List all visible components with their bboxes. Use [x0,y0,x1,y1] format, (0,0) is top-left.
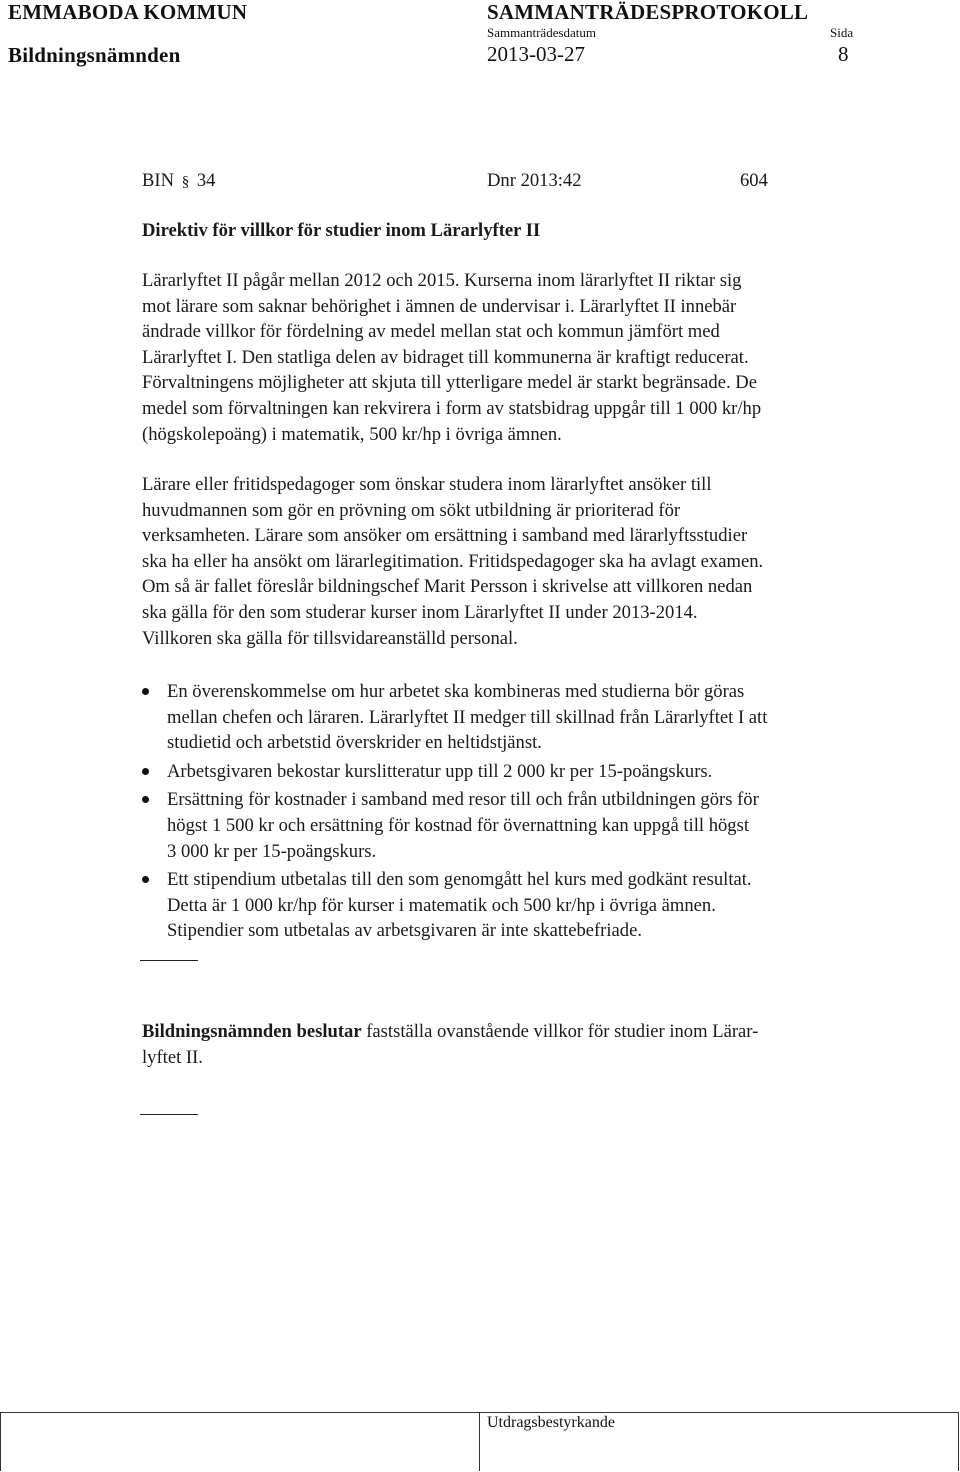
paragraph-line: huvudmannen som gör en prövning om sökt utbildning är prioriterad för [142,499,681,521]
paragraph-line: medel som förvaltningen kan rekvirera i form av statsbidrag uppgår till 1 000 kr/hp [142,397,762,419]
list-item-line: Arbetsgivaren bekostar kurslitteratur upp till 2 000 kr per 15-poängskurs. [167,760,713,782]
certification-label: Utdragsbestyrkande [487,1414,615,1431]
date-label: Sammanträdesdatum [487,25,597,40]
paragraph-line: ska gälla för den som studerar kurser inom Lärarlyftet II under 2013-2014. [142,601,698,623]
paragraph-2 [142,472,872,651]
paragraph-1 [142,268,872,447]
list-item-line: Ett stipendium utbetalas till den som genomgått hel kurs med godkänt resultat. [167,869,752,891]
paragraph-line: ändrade villkor för fördelning av medel mellan stat och kommun jämfört med [142,321,720,343]
paragraph-line: Förvaltningens möjligheter att skjuta till ytterligare medel är starkt begränsade. De [142,372,757,394]
bullet-icon [142,876,149,883]
dnr: Dnr 2013:42 [487,170,582,191]
paragraph-line: verksamheten. Lärare som ansöker om ersättning i samband med lärarlyftsstudier [142,525,748,547]
list-item [142,867,872,944]
list-item-line: Detta är 1 000 kr/hp för kurser i matematik och 500 kr/hp i övriga ämnen. [167,894,716,916]
decision-line [142,1019,872,1045]
list-item-line: Ersättning för kostnader i samband med resor till och från utbildningen görs för [167,789,759,811]
section-mark: § [181,174,190,190]
case-id: BIN [142,170,175,191]
list-item-line: Stipendier som utbetalas av arbetsgivaren är inte skattebefriade. [167,920,642,942]
committee-name: Bildningsnämnden [8,43,181,67]
document-type: SAMMANTRÄDESPROTOKOLL [487,0,809,24]
bullet-icon [142,688,149,695]
paragraph-line: (högskolepoäng) i matematik, 500 kr/hp i övriga ämnen. [142,423,562,445]
decision-line-2: lyftet II. [142,1046,203,1068]
page-number: 8 [838,42,849,66]
list-item-line: En överenskommelse om hur arbetet ska kombineras med studierna bör göras [167,681,745,702]
decision-text: fastställa ovanstående villkor för studier inom Lärar- [361,1021,759,1042]
document-title: Direktiv för villkor för studier inom Lärarlyfter II [142,220,541,241]
paragraph-line: ska ha eller ha ansökt om lärarlegitimation. Fritidspedagoger ska ha avlagt examen. [142,550,764,572]
bullet-icon [142,796,149,803]
paragraph-line: Lärarlyftet I. Den statliga delen av bidraget till kommunerna är kraftigt reducerat. [142,346,749,368]
page-label: Sida [830,25,854,40]
decision-paragraph [142,1019,872,1070]
meeting-date: 2013-03-27 [487,42,585,66]
list-item-line: högst 1 500 kr och ersättning för kostnad för övernattning kan uppgå till högst [167,814,749,836]
paragraph-line: Om så är fallet föreslår bildningschef Marit Persson i skrivelse att villkoren nedan [142,576,753,598]
paragraph-line: Lärare eller fritidspedagoger som önskar studera inom lärarlyftet ansöker till [142,474,712,495]
case-code: 604 [740,170,768,191]
separator-rule [140,960,198,961]
paragraph-line: Lärarlyftet II pågår mellan 2012 och 2015. Kurserna inom lärarlyftet II riktar sig [142,270,742,291]
paragraph-line: Villkoren ska gälla för tillsvidareanställd personal. [142,627,518,649]
paragraph-line: mot lärare som saknar behörighet i ämnen de undervisar i. Lärarlyftet II innebär [142,295,737,317]
bullet-icon [142,768,149,775]
signature-box [0,1412,480,1471]
list-item [142,679,872,756]
list-item-line: mellan chefen och läraren. Lärarlyftet II medger till skillnad från Lärarlyftet I att [167,706,768,728]
list-item-line: 3 000 kr per 15-poängskurs. [167,840,377,862]
case-number: 34 [196,170,216,191]
municipality-name: EMMABODA KOMMUN [8,0,248,24]
separator-rule [140,1114,198,1115]
conditions-list [142,679,872,947]
case-reference [142,168,215,196]
decision-lead: Bildningsnämnden beslutar [142,1021,362,1042]
list-item-line: studietid och arbetstid överskrider en heltidstjänst. [167,732,542,754]
list-item [142,759,872,785]
list-item [142,787,872,864]
